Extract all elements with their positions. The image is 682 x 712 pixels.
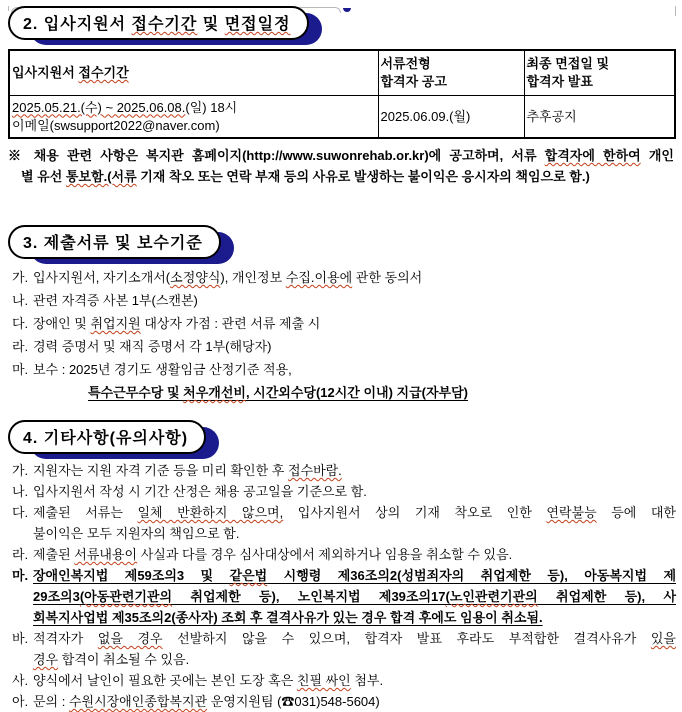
col-header-final-interview: 최종 면접일 및 합격자 발표 — [524, 50, 675, 96]
list-item — [12, 691, 676, 712]
list-item — [12, 289, 676, 312]
section4-list — [12, 460, 676, 712]
section4-heading-text: 4. 기타사항(유의사항) — [8, 420, 206, 454]
item-text: 입사지원서 작성 시 기간 산정은 채용 공고일을 기준으로 함. — [33, 484, 367, 499]
item-label: 나. — [12, 484, 29, 499]
item-text: 장애인복지법 제59조의3 및 같은법 시행령 제36조의2(성범죄자의 취업제한 등), 아동복지법 제 29조의3(아동관련기관의 취업제한 등), 노인복지법 제39조의17(노인관련기관의 취업제한 등), 사 회복지사업법 제35조의2(종사자) 조회 후 결격사유가 있는 경우 합격 후에도 임용이 취소됨. — [33, 568, 677, 625]
list-item — [12, 481, 676, 502]
schedule-table-data-row — [9, 96, 675, 139]
item-text: 입사지원서, 자기소개서(소정양식), 개인정보 수집.이용에 관한 동의서 — [33, 270, 423, 285]
item-label: 라. — [12, 547, 29, 562]
list-item — [12, 335, 676, 358]
item-label: 나. — [12, 293, 29, 308]
section3-heading-text: 3. 제출서류 및 보수기준 — [8, 225, 221, 259]
list-item — [12, 628, 676, 670]
item-text: 보수 : 2025년 경기도 생활임금 산정기준 적용, 특수근무수당 및 처우개선비, 시간외수당(12시간 이내) 지급(자부담) — [33, 362, 468, 400]
item-label: 라. — [12, 339, 29, 354]
cell-final-interview-date: 추후공지 — [524, 96, 675, 139]
section2-heading — [8, 6, 309, 40]
section4-heading — [8, 420, 206, 454]
cell-document-pass-date: 2025.06.09.(월) — [378, 96, 524, 139]
item-label: 사. — [12, 673, 29, 688]
list-item — [12, 670, 676, 691]
list-item — [12, 358, 676, 404]
recruitment-note: ※ 채용 관련 사항은 복지관 홈페이지(http://www.suwonrehab.or.kr)에 공고하며, 서류 합격자에 한하여 개인 별 유선 통보함.(서류 기재 착오 또는 연락 부재 등의 사유로 발생하는 불이익은 응시자의 책임으로 함.) — [8, 148, 674, 184]
item-label: 마. — [12, 568, 29, 583]
list-item — [12, 312, 676, 335]
list-item — [12, 502, 676, 544]
item-label: 다. — [12, 316, 29, 331]
item-text: 장애인 및 취업지원 대상자 가점 : 관련 서류 제출 시 — [33, 316, 321, 331]
document-page — [0, 6, 682, 709]
col-header-application-period: 입사지원서 접수기간 — [9, 50, 378, 96]
item-text: 제출된 서류는 일체 반환하지 않으며, 입사지원서 상의 기재 착오로 인한 연락불능 등에 대한 불이익은 모두 지원자의 책임으로 함. — [33, 505, 676, 541]
item-text: 지원자는 지원 자격 기준 등을 미리 확인한 후 접수바람. — [33, 463, 342, 478]
item-label: 바. — [12, 631, 29, 646]
item-text: 양식에서 날인이 필요한 곳에는 본인 도장 혹은 친필 싸인 첨부. — [33, 673, 384, 688]
cell-application-period: 2025.05.21.(수) ~ 2025.06.08.(일) 18시 이메일(swsupport2022@naver.com) — [9, 96, 378, 139]
list-item — [12, 460, 676, 481]
page-crop-artifact-right — [675, 6, 676, 16]
item-label: 가. — [12, 463, 29, 478]
item-label: 아. — [12, 694, 29, 709]
schedule-table — [8, 49, 676, 139]
item-label: 마. — [12, 362, 29, 377]
item-label: 다. — [12, 505, 29, 520]
col-header-document-pass-announcement: 서류전형 합격자 공고 — [378, 50, 524, 96]
section3-heading — [8, 225, 221, 259]
item-text: 문의 : 수원시장애인종합복지관 운영지원팀 (☎031)548-5604) — [33, 694, 380, 709]
list-item — [12, 266, 676, 289]
section2-heading-text: 2. 입사지원서 접수기간 및 면접일정 — [8, 6, 309, 40]
list-item — [12, 544, 676, 565]
list-item — [12, 565, 676, 628]
item-text: 제출된 서류내용이 사실과 다를 경우 심사대상에서 제외하거나 임용을 취소할 수 있음. — [33, 547, 513, 562]
item-label: 가. — [12, 270, 29, 285]
item-text: 관련 자격증 사본 1부(스캔본) — [33, 293, 198, 308]
section3-list — [12, 266, 676, 404]
item-text: 적격자가 없을 경우 선발하지 않을 수 있으며, 합격자 발표 후라도 부적합한 결격사유가 있을 경우 합격이 취소될 수 있음. — [33, 631, 676, 667]
schedule-table-header-row — [9, 50, 675, 96]
item-text: 경력 증명서 및 재직 증명서 각 1부(해당자) — [33, 339, 272, 354]
